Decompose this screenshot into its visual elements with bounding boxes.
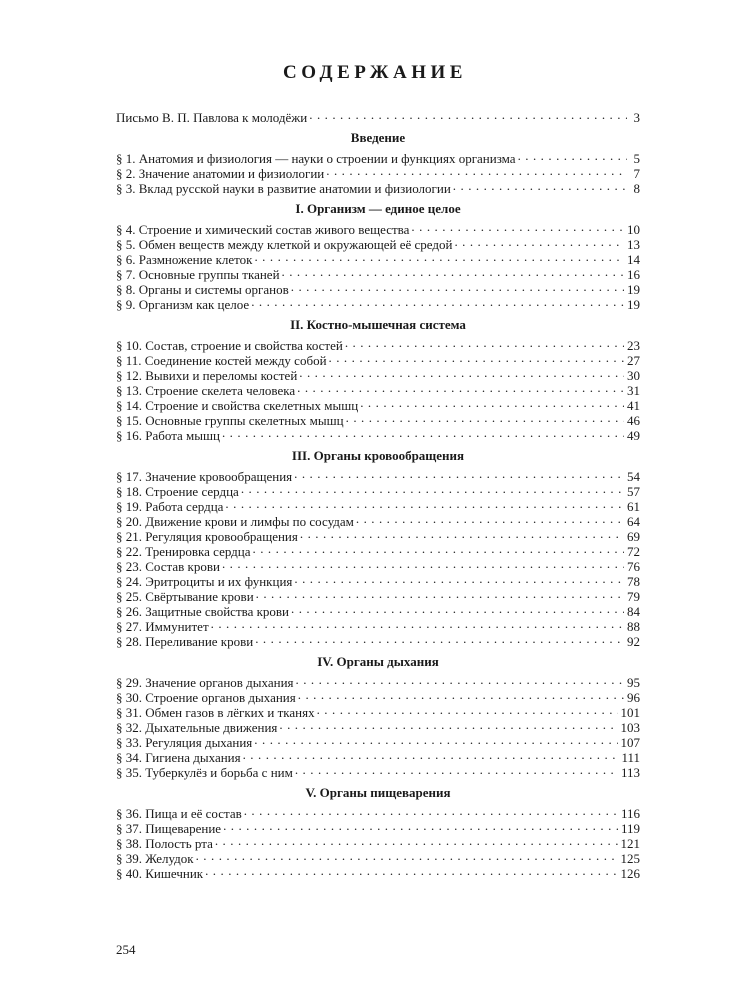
toc-entry-page: 119 — [620, 821, 640, 836]
dot-leader — [279, 717, 617, 732]
toc-entry — [116, 365, 640, 383]
toc-entry — [116, 863, 640, 881]
toc-entry — [116, 163, 640, 181]
toc-entry-page: 79 — [627, 589, 640, 604]
dot-leader — [299, 365, 624, 380]
toc-entry — [116, 747, 640, 765]
toc-entry — [116, 511, 640, 529]
toc-entry-title: § 17. Значение кровообращения — [116, 469, 293, 484]
toc-entry — [116, 687, 640, 705]
toc-entry — [116, 732, 640, 750]
toc-entry-page: 121 — [620, 836, 640, 851]
dot-leader — [222, 556, 624, 571]
dot-leader — [215, 833, 618, 848]
dot-leader — [243, 747, 619, 762]
toc-entry-title: § 2. Значение анатомии и физиологии — [116, 166, 325, 181]
toc-entry — [116, 556, 640, 574]
dot-leader — [294, 466, 624, 481]
section-heading: III. Органы кровообращения — [291, 448, 465, 463]
toc-entry — [116, 249, 640, 267]
toc-entry — [116, 234, 640, 252]
dot-leader — [360, 395, 624, 410]
toc-entry — [116, 833, 640, 851]
toc-entry-intro-letter — [116, 107, 640, 125]
toc-entry-title: § 22. Тренировка сердца — [116, 544, 251, 559]
toc-entry-page: 92 — [627, 634, 640, 649]
dot-leader — [294, 571, 624, 586]
dot-leader — [317, 702, 618, 717]
dot-leader — [222, 425, 624, 440]
toc-entry-title: § 32. Дыхательные движения — [116, 720, 278, 735]
toc-entry-title: § 33. Регуляция дыхания — [116, 735, 253, 750]
toc-entry-page: 61 — [627, 499, 640, 514]
toc-entry-page: 69 — [627, 529, 640, 544]
toc-entry-title: § 9. Организм как целое — [116, 297, 250, 312]
dot-leader — [329, 350, 624, 365]
page-title: СОДЕРЖАНИЕ — [283, 62, 467, 83]
toc-entry — [116, 466, 640, 484]
toc-entry — [116, 148, 640, 166]
toc-entry-title: § 10. Состав, строение и свойства костей — [116, 338, 343, 353]
dot-leader — [411, 219, 624, 234]
toc-entry-page: 101 — [620, 705, 640, 720]
dot-leader — [345, 335, 624, 350]
toc-entry-page: 125 — [620, 851, 640, 866]
section-heading: V. Органы пищеварения — [305, 785, 451, 800]
toc-entry-page: 95 — [627, 675, 640, 690]
toc-entry — [116, 702, 640, 720]
toc-entry — [116, 601, 640, 619]
dot-leader — [297, 380, 624, 395]
toc-entry-page: 27 — [627, 353, 640, 368]
toc-entry-page: 76 — [627, 559, 640, 574]
toc-entry-title: § 24. Эритроциты и их функция — [116, 574, 293, 589]
section-heading: II. Костно-мышечная система — [290, 317, 466, 332]
toc-entry-title: § 29. Значение органов дыхания — [116, 675, 294, 690]
toc-entry-title: § 21. Регуляция кровообращения — [116, 529, 298, 544]
toc-entry-page: 84 — [627, 604, 640, 619]
toc-entry-page: 64 — [627, 514, 640, 529]
dot-leader — [298, 687, 624, 702]
toc-entry-title: § 38. Полость рта — [116, 836, 213, 851]
toc-entry-title: § 28. Переливание крови — [116, 634, 254, 649]
dot-leader — [346, 410, 624, 425]
toc-entry-title: § 26. Защитные свойства крови — [116, 604, 290, 619]
toc-entry-title: § 3. Вклад русской науки в развитие анатомии и физиологии — [116, 181, 451, 196]
toc-entry-title: § 40. Кишечник — [116, 866, 204, 881]
toc-entry-title: § 35. Туберкулёз и борьба с ним — [116, 765, 293, 780]
dot-leader — [253, 541, 624, 556]
toc-entry-title: § 6. Размножение клеток — [116, 252, 253, 267]
toc-entry-page: 111 — [621, 750, 640, 765]
dot-leader — [254, 732, 617, 747]
toc-entry-title: § 12. Вывихи и переломы костей — [116, 368, 298, 383]
dot-leader — [291, 601, 624, 616]
toc-entry — [116, 571, 640, 589]
dot-leader — [453, 178, 627, 193]
dot-leader — [225, 496, 624, 511]
toc-entry-page: 23 — [627, 338, 640, 353]
toc-entry-title: § 13. Строение скелета человека — [116, 383, 296, 398]
toc-entry-page: 19 — [627, 282, 640, 297]
toc-entry-page: 13 — [627, 237, 640, 252]
dot-leader — [454, 234, 624, 249]
toc-entry-title: § 7. Основные группы тканей — [116, 267, 280, 282]
toc-entry-title: § 30. Строение органов дыхания — [116, 690, 296, 705]
dot-leader — [282, 264, 624, 279]
toc-entry — [116, 762, 640, 780]
toc-entry-page: 107 — [620, 735, 640, 750]
section-heading: Введение — [350, 130, 406, 145]
section-heading: IV. Органы дыхания — [317, 654, 439, 669]
toc-entry — [116, 410, 640, 428]
toc-entry-title: § 20. Движение крови и лимфы по сосудам — [116, 514, 354, 529]
toc-entry — [116, 717, 640, 735]
toc-entry — [116, 279, 640, 297]
dot-leader — [255, 631, 624, 646]
toc-entry-page: 96 — [627, 690, 640, 705]
toc-entry-title: § 8. Органы и системы органов — [116, 282, 289, 297]
toc-entry-page: 57 — [627, 484, 640, 499]
dot-leader — [196, 848, 618, 863]
dot-leader — [256, 586, 624, 601]
toc-entry — [116, 335, 640, 353]
toc-entry — [116, 481, 640, 499]
toc-entry-title: § 39. Желудок — [116, 851, 194, 866]
toc-entry-title: § 37. Пищеварение — [116, 821, 222, 836]
toc-entry — [116, 264, 640, 282]
dot-leader — [295, 762, 618, 777]
toc-entry-page: 46 — [627, 413, 640, 428]
toc-entry — [116, 526, 640, 544]
toc-entry-page: 78 — [627, 574, 640, 589]
toc-entry — [116, 541, 640, 559]
toc-entry-page: 3 — [633, 110, 640, 125]
toc-entry — [116, 380, 640, 398]
toc-entry-title: § 19. Работа сердца — [116, 499, 224, 514]
toc-entry — [116, 818, 640, 836]
toc-entry-title: § 25. Свёртывание крови — [116, 589, 254, 604]
toc-entry-page: 49 — [627, 428, 640, 443]
toc-entry-page: 30 — [627, 368, 640, 383]
dot-leader — [326, 163, 627, 178]
section-heading: I. Организм — единое целое — [295, 201, 461, 216]
toc-entry-page: 72 — [627, 544, 640, 559]
dot-leader — [254, 249, 624, 264]
toc-entry-title: § 11. Соединение костей между собой — [116, 353, 327, 368]
dot-leader — [518, 148, 627, 163]
toc-entry-title: § 18. Строение сердца — [116, 484, 239, 499]
toc-entry — [116, 803, 640, 821]
dot-leader — [296, 672, 625, 687]
toc-entry — [116, 496, 640, 514]
dot-leader — [291, 279, 624, 294]
toc-entry-title: § 5. Обмен веществ между клеткой и окружающей её средой — [116, 237, 453, 252]
toc-entry-page: 31 — [627, 383, 640, 398]
toc-entry-title: § 14. Строение и свойства скелетных мышц — [116, 398, 359, 413]
toc-entry-title: § 36. Пища и её состав — [116, 806, 242, 821]
dot-leader — [223, 818, 618, 833]
dot-leader — [251, 294, 624, 309]
toc-entry-page: 10 — [627, 222, 640, 237]
toc-entry-page: 103 — [620, 720, 640, 735]
table-of-contents — [116, 107, 640, 881]
toc-entry-title: § 27. Иммунитет — [116, 619, 209, 634]
dot-leader — [205, 863, 617, 878]
toc-entry-page: 7 — [633, 166, 640, 181]
toc-entry-title: § 15. Основные группы скелетных мышц — [116, 413, 344, 428]
page-number: 254 — [116, 942, 136, 957]
toc-entry — [116, 586, 640, 604]
toc-entry-title: § 31. Обмен газов в лёгких и тканях — [116, 705, 315, 720]
toc-entry-page: 88 — [627, 619, 640, 634]
toc-entry — [116, 395, 640, 413]
dot-leader — [244, 803, 618, 818]
dot-leader — [309, 107, 627, 122]
dot-leader — [241, 481, 624, 496]
toc-entry — [116, 672, 640, 690]
toc-entry — [116, 631, 640, 649]
toc-entry-page: 5 — [633, 151, 640, 166]
toc-entry-page: 14 — [627, 252, 640, 267]
toc-entry-title: § 34. Гигиена дыхания — [116, 750, 241, 765]
toc-entry — [116, 294, 640, 312]
toc-entry-title: § 16. Работа мышц — [116, 428, 220, 443]
dot-leader — [211, 616, 624, 631]
toc-entry — [116, 616, 640, 634]
toc-entry-page: 126 — [620, 866, 640, 881]
toc-entry-page: 41 — [627, 398, 640, 413]
toc-entry — [116, 350, 640, 368]
toc-entry-page: 16 — [627, 267, 640, 282]
toc-entry-title: § 1. Анатомия и физиология — науки о строении и функциях организма — [116, 151, 516, 166]
toc-entry-page: 113 — [620, 765, 640, 780]
toc-entry-page: 116 — [620, 806, 640, 821]
toc-entry — [116, 425, 640, 443]
toc-entry-title: § 4. Строение и химический состав живого вещества — [116, 222, 410, 237]
toc-entry-page: 54 — [627, 469, 640, 484]
toc-entry-page: 8 — [633, 181, 640, 196]
toc-entry — [116, 178, 640, 196]
toc-entry-title: § 23. Состав крови — [116, 559, 220, 574]
dot-leader — [356, 511, 624, 526]
toc-entry — [116, 219, 640, 237]
toc-entry — [116, 848, 640, 866]
dot-leader — [300, 526, 624, 541]
toc-entry-title: Письмо В. П. Павлова к молодёжи — [116, 110, 308, 125]
toc-entry-page: 19 — [627, 297, 640, 312]
